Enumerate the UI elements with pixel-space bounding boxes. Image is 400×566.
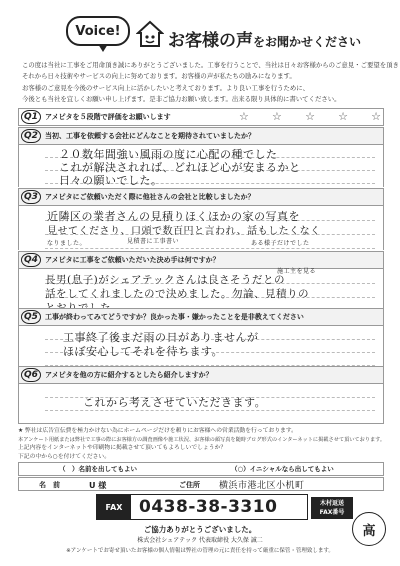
star-icon[interactable]: ☆ [305,110,315,123]
answer-2-line-2: これが解決されれば、どれほど心が安まるかと [59,161,301,174]
answer-6-line-1: これから考えさせていただきます。 [83,396,267,409]
seal-stamp: 高 [352,512,386,546]
question-2-row [18,127,384,145]
fax-side-badge: 木村返送 FAX番号 [311,497,353,519]
customer-info-row [18,477,384,491]
privacy-footnote: ★ 弊社は広告宣伝費を極力かけない為にホームページだけを頼りにお客様への営業活動を行っております。 本アンケート用紙または弊社で工事の際にお客様方の調査画像や施工状況、お客様の顔写真を随時ブログ形式のインターネットに掲載させて頂いております。 上記内容をインターネットや印刷物に掲載させて頂いてもよろしいでしょうか？ 下記の中から○を付けてください。 [18,428,386,460]
answer-3-area[interactable] [18,206,384,250]
question-1-row [18,108,384,126]
question-3-row [18,188,384,206]
answer-4-area[interactable] [18,269,384,313]
fax-block [96,494,345,520]
q4-badge: Q4 [21,253,41,267]
consent-option-name[interactable]: （ ）名前を出してもよい [59,465,137,473]
answer-4-line-1: 長男(息子)がシェアテックさんは良さそうだとの [45,274,285,286]
fax-number: 0438-38-3310 [139,497,278,517]
question-5-text: 工事が終わってみてどうですか？良かった事・嫌かったことを是非教えてください [45,313,304,321]
question-6-row [18,366,384,384]
answer-4-note: 施工主を見る [277,268,317,275]
answer-5-area[interactable] [18,326,384,366]
answer-4-line-2: 話をしてくれましたので決めました。勿論、見積りの [45,288,309,300]
question-3-text: アメピタにご依頼いただく際に他社さんの会社と比較しましたか？ [45,193,255,201]
answer-5-line-1: 工事終了後まだ雨の日がありませんが [63,331,259,344]
consent-row [18,462,384,476]
q5-badge: Q5 [21,310,41,324]
star-icon[interactable]: ☆ [371,110,381,123]
answer-6-area[interactable] [18,384,384,424]
star-icon[interactable]: ☆ [272,110,282,123]
house-icon [136,20,164,48]
answer-5-line-2: ほぼ安心してそれを待ちます。 [63,345,224,358]
address-value[interactable]: 横浜市港北区小机町 [219,481,305,491]
q3-badge: Q3 [21,190,41,204]
thanks-message: ご協力ありがとうございました。 [143,525,257,534]
star-icon[interactable]: ☆ [338,110,348,123]
star-icon[interactable]: ☆ [239,110,249,123]
page-title: お客様の声をお聞かせください [168,31,362,51]
question-2-text: 当初、工事を依頼する会社にどんなことを期待されていましたか？ [45,132,255,140]
name-value[interactable]: U 様 [89,481,107,490]
q6-badge: Q6 [21,368,41,382]
consent-option-initial[interactable]: （○）イニシャルなら出してもよい [231,465,334,473]
question-1-text: アメピタを５段階で評価をお願いします [45,113,171,121]
fax-label: FAX [97,495,131,519]
answer-2-line-3: 日々の願いでした。 [59,174,163,187]
question-5-row [18,308,384,326]
rating-stars[interactable] [239,110,381,124]
q2-badge: Q2 [21,129,41,143]
answer-2-line-1: ２０数年間強い風雨の度に心配の種でした [59,148,278,161]
disclaimer: ※アンケートでお寄せ頂いたお客様の個人情報は弊社の管理の元に責任を持って厳重に保管・管理致します。 [66,548,334,554]
voice-bubble-logo: Voice! [66,16,130,46]
answer-3-line-1: 近隣区の業者さんの見積りほくほかの家の写真を [47,210,300,223]
answer-3-note-2: ある様子だけでした [251,240,310,247]
question-4-row [18,251,384,269]
answer-3-line-3: なりました。 [47,240,87,247]
answer-3-line-2: 見せてくださり、口頭で数百円と言われ、話もしたくなく [47,226,321,237]
question-4-text: アメピタに工事をご依頼いただいた決め手は何ですか？ [45,256,220,264]
intro-text: この度は当社に工事をご用命頂き誠にありがとうございました。工事を行うことで、当社は日々お客様からのご意見・ご要望を頂き それから日々技術やサービスの向上に努めております。お客様の声が私たちの励みになります。 お客様のご意見を今後のサービス向上に活かしたいと考えております。より良い工事を行うために、 今後とも当社を宜しくお願い申し上げます。是非ご協力お願い致します。出来る限り具体的に書いてください。 [22,61,399,104]
header [50,6,362,58]
answer-3-note-1: 見積書に工事書い [127,238,180,245]
address-label: ご住所 [179,481,200,489]
answer-2-area[interactable] [18,145,384,187]
q1-badge: Q1 [21,110,41,124]
company-name: 株式会社シェアテック 代表取締役 大久保 誠二 [137,537,263,544]
question-6-text: アメピタを他の方に紹介するとしたら紹介しますか？ [45,371,213,379]
name-label: 名 前 [39,481,60,489]
